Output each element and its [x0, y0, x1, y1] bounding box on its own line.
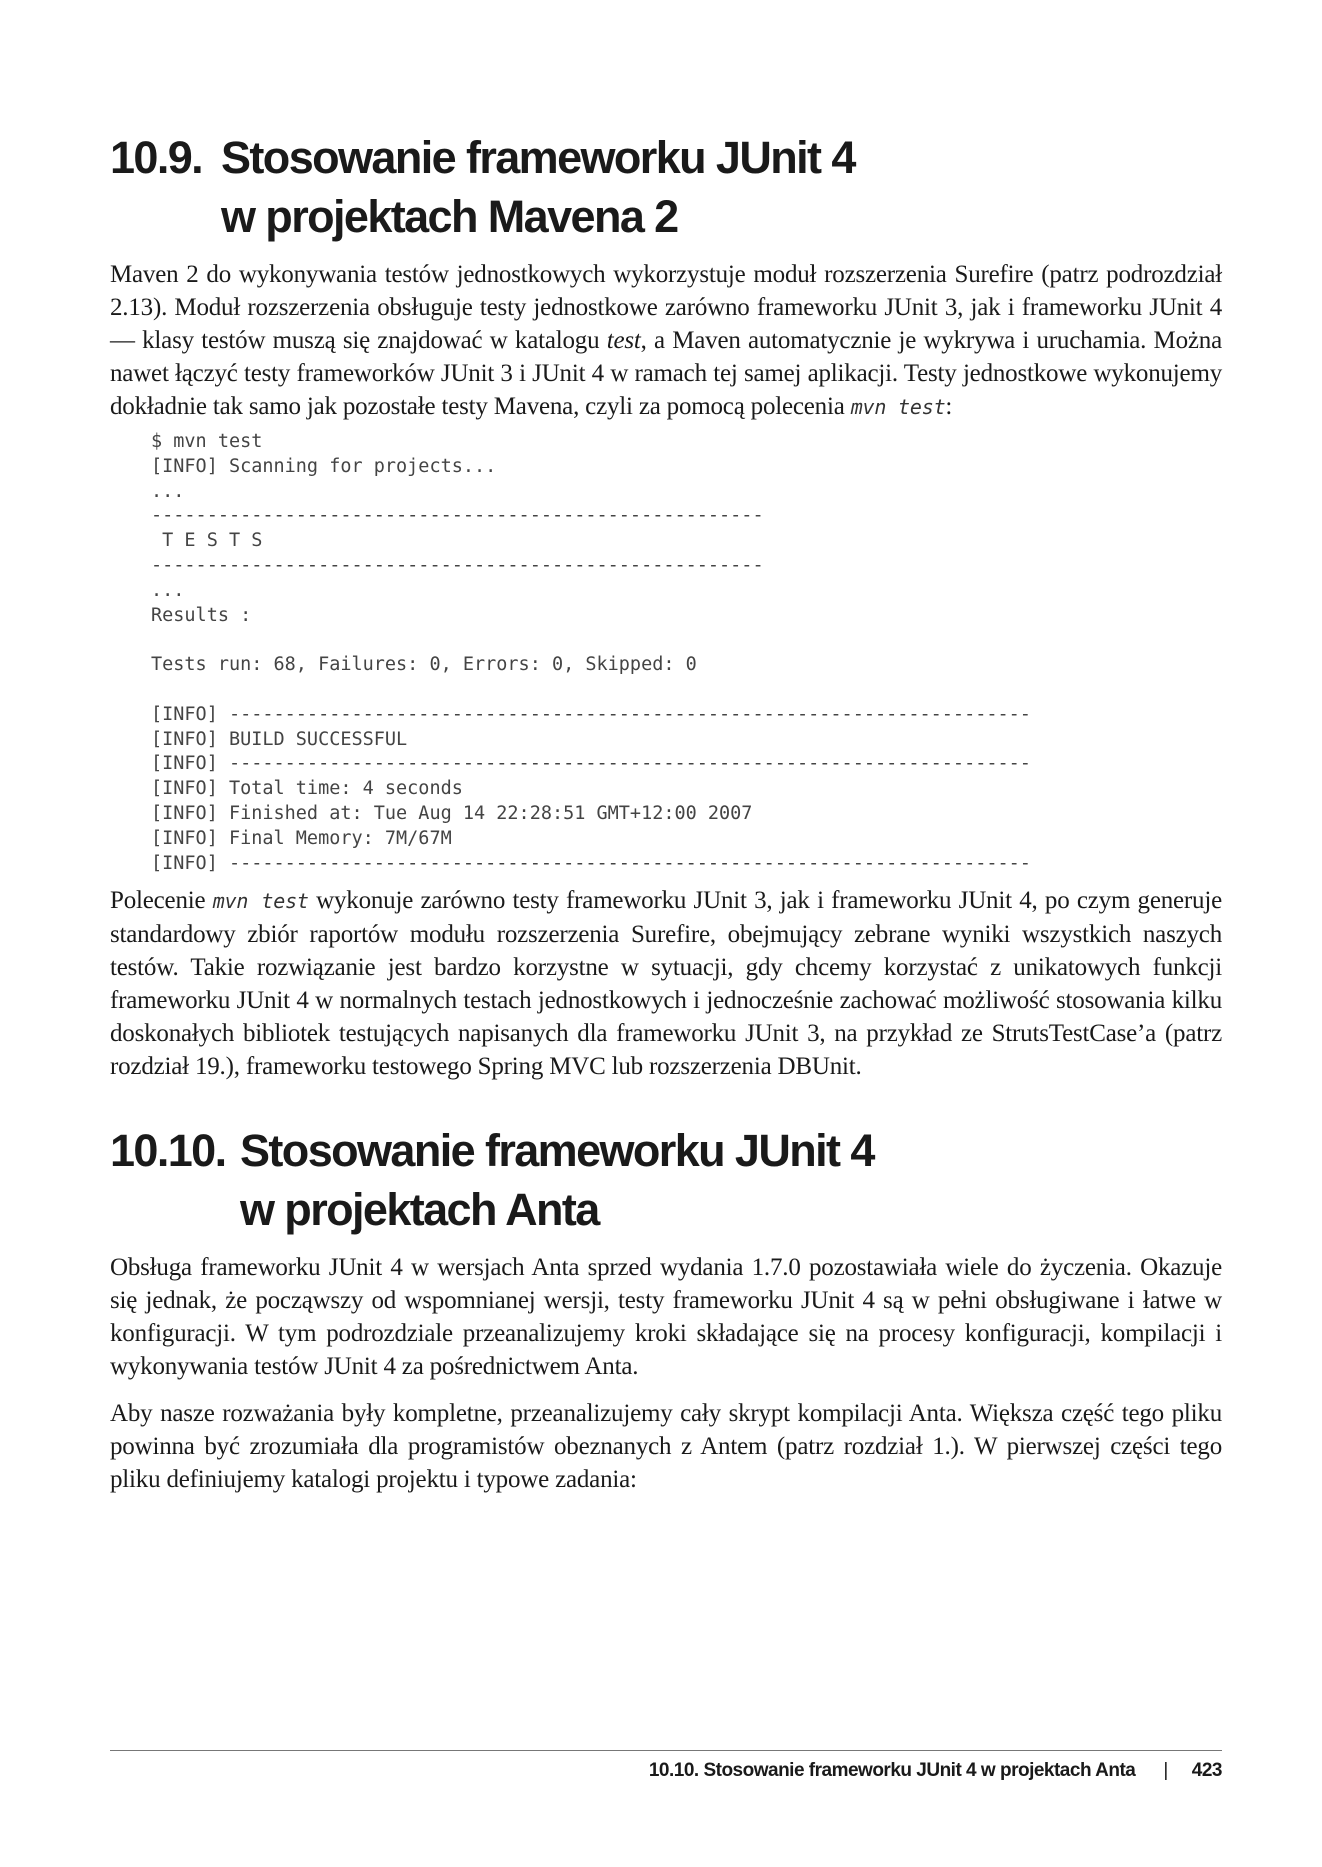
- page-number: 423: [1191, 1760, 1222, 1781]
- footer-separator: |: [1163, 1760, 1168, 1781]
- page-footer: [110, 1750, 1222, 1781]
- paragraph-maven-intro: Maven 2 do wykonywania testów jednostkowych wykorzystuje moduł rozszerzenia Surefire (patrz podrozdział 2.13). Moduł rozszerzenia obsługuje testy jednostkowe zarówno frameworku JUnit 3, jak i frameworku JUnit 4 — klasy testów muszą się znajdować w katalogu test, a Maven automatycznie je wykrywa i uruchamia. Można nawet łączyć testy frameworków JUnit 3 i JUnit 4 w ramach tej samej aplikacji. Testy jednostkowe wykonujemy dokładnie tak samo jak pozostałe testy Mavena, czyli za pomocą polecenia mvn test:: [110, 261, 1222, 420]
- section-heading-10-9: [110, 128, 1222, 246]
- inline-code-mvn-test: mvn test: [212, 889, 309, 914]
- running-title: 10.10. Stosowanie frameworku JUnit 4 w projektach Anta: [648, 1760, 1136, 1781]
- paragraph-ant-intro: Obsługa frameworku JUnit 4 w wersjach Anta sprzed wydania 1.7.0 pozostawiała wiele do życzenia. Okazuje się jednak, że począwszy od wspomnianej wersji, testy frameworku JUnit 4 są w pełni obsługiwane i łatwe w konfiguracji. W tym podrozdziale przeanalizujemy kroki składające się na procesy konfiguracji, kompilacji i wykonywania testów JUnit 4 za pośrednictwem Anta.: [110, 1254, 1222, 1381]
- section-title-line2: w projektach Mavena 2: [221, 191, 678, 242]
- section-heading-10-10: [110, 1121, 1222, 1239]
- section-number: 10.10.: [110, 1125, 226, 1177]
- paragraph-ant-build-script: Aby nasze rozważania były kompletne, przeanalizujemy cały skrypt kompilacji Anta. Większa część tego pliku powinna być zrozumiała dla programistów obeznanych z Antem (patrz rozdział 1.). W pierwszej części tego pliku definiujemy katalogi projektu i typowe zadania:: [110, 1400, 1222, 1494]
- code-listing-mvn-test: $ mvn test [INFO] Scanning for projects... ... ------------------------------------------------------- T E S T S ------------------------------------------------------- ... Results : Tests run: 68, Failures: 0, Errors: 0, Skipped: 0 [INFO] ------------------------------------------------------------------------ [INFO] BUILD SUCCESSFUL [INFO] ------------------------------------------------------------------------ [INFO] Total time: 4 seconds [INFO] Finished at: Tue Aug 14 22:28:51 GMT+12:00 2007 [INFO] Final Memory: 7M/67M [INFO] ------------------------------------------------------------------------: [151, 431, 1031, 874]
- book-page: [110, 128, 1222, 1496]
- inline-code-mvn-test: mvn test: [850, 395, 946, 419]
- section-title-line1: Stosowanie frameworku JUnit 4: [240, 1125, 874, 1177]
- paragraph-mvn-test-explanation: Polecenie mvn test wykonuje zarówno testy frameworku JUnit 3, jak i frameworku JUnit 4, po czym generuje standardowy zbiór raportów modułu rozszerzenia Surefire, obejmujący zebrane wyniki wszystkich naszych testów. Takie rozwiązanie jest bardzo korzystne w sytuacji, gdy chcemy korzystać z unikatowych funkcji frameworku JUnit 4 w normalnych testach jednostkowych i jednocześnie zachować możliwość stosowania kilku doskonałych bibliotek testujących napisanych dla frameworku JUnit 3, na przykład ze StrutsTestCase’a (patrz rozdział 19.), frameworku testowego Spring MVC lub rozszerzenia DBUnit.: [110, 887, 1222, 1081]
- section-title-line2: w projektach Anta: [240, 1184, 599, 1236]
- section-number: 10.9.: [110, 132, 203, 183]
- emphasis-test: test: [606, 327, 641, 354]
- section-title-line1: Stosowanie frameworku JUnit 4: [221, 132, 855, 183]
